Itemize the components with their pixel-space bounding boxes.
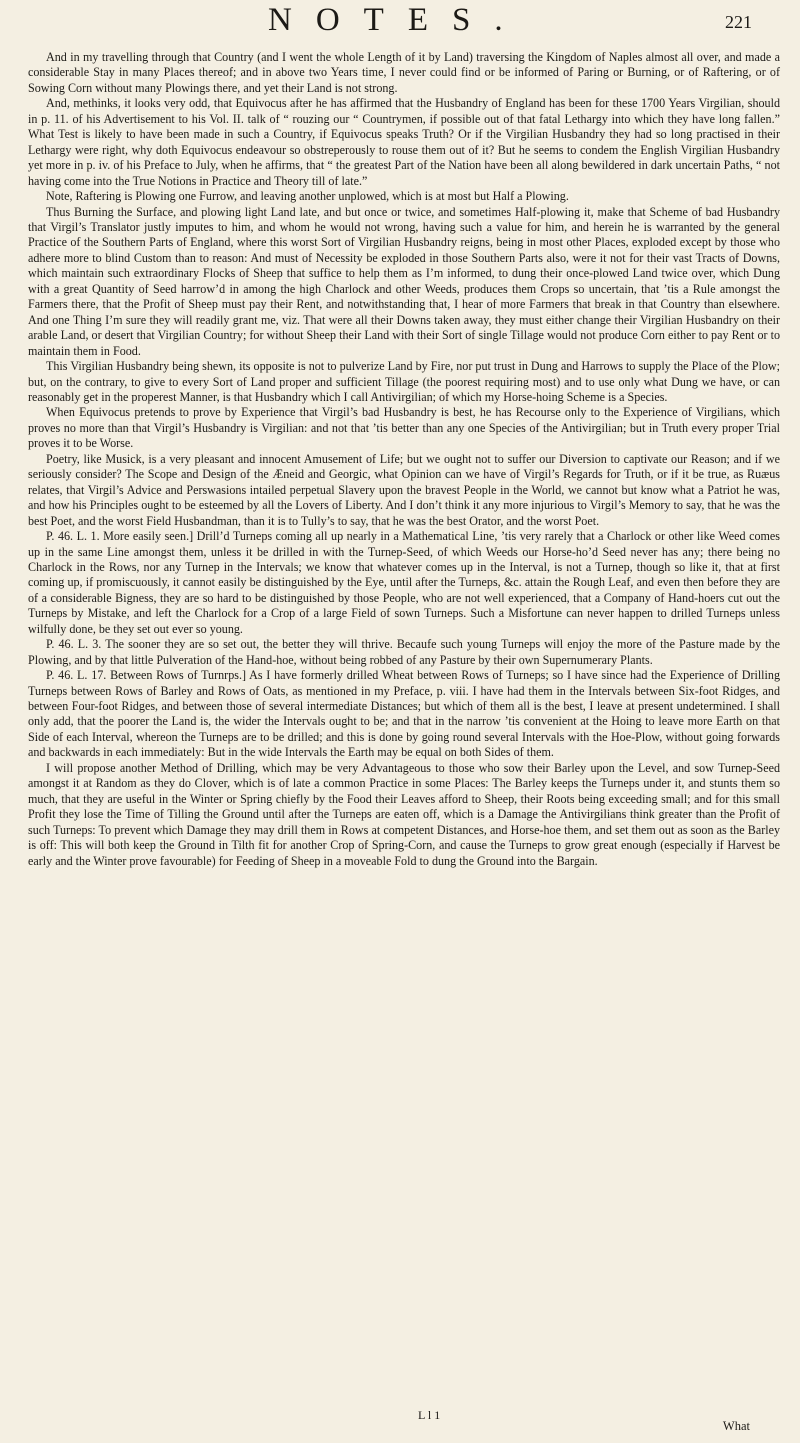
signature-mark: L l 1 [418, 1408, 441, 1422]
body-text [28, 50, 780, 869]
page-title: NOTES. [268, 2, 527, 38]
paragraph: P. 46. L. 17. Between Rows of Turnrps.] As I have formerly drilled Wheat between Rows of Turneps; so I have since had the Experience of Drilling Turneps between Rows of Barley and Rows of Oats, as mentioned in my Preface, p. viii. I have had them in the Intervals between Six-foot Ridges, and between Four-foot Ridges, and between those of several intermediate Distances; but which of them all is the best, I leave at present undetermined. I shall only add, that the poorer the Land is, the wider the Intervals ought to be; and that in the narrow ’tis convenient at the Hoing to leave more Earth on that Side of each Interval, whereon the Turneps are to be drilled; and this is done by going round several Intervals with the Hoe-Plow, without going forwards and backwards in each immediately: But in the wide Intervals the Earth may be equal on both Sides of them. [28, 668, 780, 760]
catchword: What [722, 1419, 750, 1433]
page-number: 221 [725, 12, 752, 32]
paragraph: This Virgilian Husbandry being shewn, its opposite is not to pulverize Land by Fire, nor put trust in Dung and Harrows to supply the Place of the Plow; but, on the contrary, to give to every Sort of Land proper and sufficient Tillage (the poorest requiring most) and to use only what Dung we have, or can reasonably get in the properest Manner, is that Husbandry which I call Antivirgilian; of which my Horse-hoing Scheme is a Species. [28, 359, 780, 404]
paragraph: P. 46. L. 3. The sooner they are so set out, the better they will thrive. Becaufe such young Turneps will enjoy the more of the Pasture made by the Plowing, and by that little Pulveration of the Hand-hoe, without being robbed of any Pasture by their own Supernumerary Plants. [28, 637, 780, 667]
paragraph: Thus Burning the Surface, and plowing light Land late, and but once or twice, and sometimes Half-plowing it, make that Scheme of bad Husbandry that Virgil’s Translator justly imputes to him, and whom he would not wrong, having such a value for him, and herein he is warranted by the general Practice of the Southern Parts of England, where this worst Sort of Virgilian Husbandry reigns, being in most other Places, exploded except by those who adhere more to blind Custom than to reason: And must of Necessity be exploded in those Southern Parts also, were it not for their vast Tracts of Downs, which maintain such extraordinary Flocks of Sheep that suffice to help them as I’m informed, to dung their once-plowed Land twice over, which Dung with a great Quantity of Seed harrow’d in among the high Charlock and other Weeds, produces them Crops so uncertain, that ’tis a Rule amongst the Farmers there, that the Profit of Sheep must pay their Rent, and notwithstanding that, I hear of more Farmers that break in that Country than elsewhere. And one Thing I’m sure they will readily grant me, viz. That were all their Downs taken away, they must either change their Virgilian Husbandry on their arable Land, or desert that Virgilian Country; for without Sheep their Land with their Sort of single Tillage would not produce Corn either to pay Rent or to maintain them in Food. [28, 204, 780, 358]
paragraph: Note, Raftering is Plowing one Furrow, and leaving another unplowed, which is at most but Half a Plowing. [46, 189, 569, 204]
paragraph: I will propose another Method of Drilling, which may be very Advantageous to those who sow their Barley upon the Level, and sow Turnep-Seed amongst it at Random as they do Clover, which is of late a common Practice in some Places: The Barley keeps the Turneps under it, and stunts them so much, that they are useful in the Winter or Spring chiefly by the Food their Leaves afford to Sheep, their Roots being exceeding small; and for this small Profit they lose the Time of Tilling the Ground until after the Turneps are eaten off, which is a Damage the Antivirgilians think greater than the Profit of such Turneps: To prevent which Damage they may drill them in Rows at competent Distances, and Horse-hoe them, and set them out as soon as the Barley is off: This will both keep the Ground in Tilth fit for another Crop of Spring-Corn, and cause the Turneps to grow great enough (especially if Harvest be early and the Winter prove favourable) for Feeding of Sheep in a moveable Fold to dung the Ground into the Bargain. [28, 760, 780, 868]
paragraph: When Equivocus pretends to prove by Experience that Virgil’s bad Husbandry is best, he has Recourse only to the Experience of Virgilians, which proves no more than that Virgil’s Husbandry is Virgilian: and not that ’tis better than any one Species of the Antivirgilian; but in Truth every proper Trial proves it to be Worse. [28, 405, 780, 451]
paragraph: P. 46. L. 1. More easily seen.] Drill’d Turneps coming all up nearly in a Mathematical Line, ’tis very rarely that a Charlock or other like Weed comes up in the same Line amongst them, unless it be drilled in with the Turnep-Seed, of which Weeds our Horse-ho’d Seed never has any; there being no Charlock in the Rows, nor any Turnep in the Intervals; we know that whatever comes up in the Interval, is not a Turnep, though so like it, that at first coming up, if promiscuously, it cannot easily be distinguished by the Eye, until after the Turneps, &c. attain the Rough Leaf, and even then before they are of a considerable Bigness, they are so hard to be distinguished by those People, who are not well experienced, that a Company of Hand-hoers cut out the Turneps by Mistake, and left the Charlock for a Crop of a large Field of sown Turneps. Such a Misfortune can never happen to drilled Turneps unless wilfully done, be they set out ever so young. [28, 529, 780, 636]
paragraph: And in my travelling through that Country (and I went the whole Length of it by Land) traversing the Kingdom of Naples almost all over, and made a considerable Stay in many Places thereof; and in above two Years time, I never could find or be informed of Paring or Burning, or of Raftering, or of Sowing Corn without many Plowings there, and yet their Land is not strong. [28, 50, 780, 95]
paragraph: Poetry, like Musick, is a very pleasant and innocent Amusement of Life; but we ought not to suffer our Diversion to captivate our Reason; and if we seriously consider? The Scope and Design of the Æneid and Georgic, what Opinion can we have of Virgil’s Regards for Truth, or if it be true, as Ruæus relates, that Virgil’s Advice and Perswasions intailed perpetual Slavery upon the bravest People in the World, we cannot but know what a Patriot he was, and how his Principles ought to be esteemed by all the Lovers of Liberty. And I don’t think it any more injurious to Virgil’s Memory to say, that he was the best Poet, and the worst Field Husbandman, than it is to Tully’s to say, that he was the best Orator, and the worst Poet. [28, 451, 780, 528]
running-head [0, 2, 800, 42]
paragraph: And, methinks, it looks very odd, that Equivocus after he has affirmed that the Husbandry of England has been for these 1700 Years Virgilian, should in p. 11. of his Advertisement to his Vol. II. talk of “ rouzing our “ Countrymen, if possible out of that fatal Lethargy into which they have long fallen.” What Test is likely to have been made in such a Country, if Equivocus speaks Truth? Or if the Virgilian Husbandry they had so long practised in their Lethargy were right, why doth Equivocus endeavour so obstreperously to rouse them out of it? But he seems to condem the English Virgilian Husbandry yet more in p. iv. of his Preface to July, when he affirms, that “ the greatest Part of the Nation have been all along bewildered in dark uncertain Paths, “ not having come into the True Notions in Practice and Theory till of late.” [28, 96, 780, 188]
